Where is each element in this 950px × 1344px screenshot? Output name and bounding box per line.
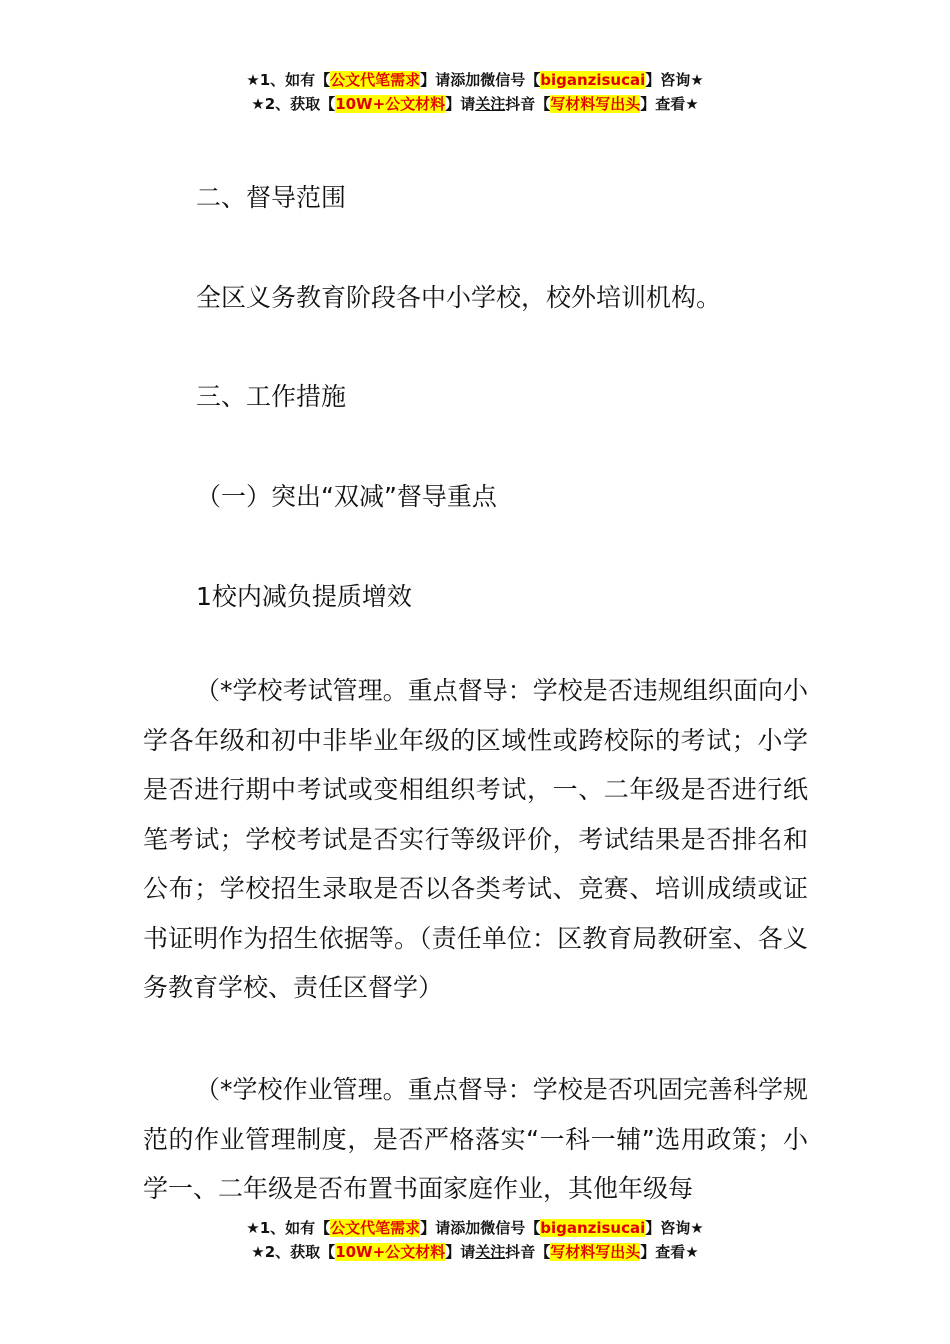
banner-highlight: 公文代笔需求 bbox=[330, 1219, 421, 1237]
banner-text: 抖音【 bbox=[505, 1243, 551, 1261]
banner-text: 】请添加微信号【 bbox=[420, 71, 541, 89]
banner-text: 】查看★ bbox=[640, 1243, 699, 1261]
banner-highlight: 10W+公文材料 bbox=[335, 1243, 446, 1261]
banner-text: ★2、获取【 bbox=[251, 1243, 336, 1261]
banner-underlined: 关注 bbox=[475, 1243, 506, 1261]
scope-paragraph: 全区义务教育阶段各中小学校，校外培训机构。 bbox=[196, 283, 722, 312]
item-heading: 1校内减负提质增效 bbox=[196, 582, 412, 611]
paragraph-exam-management: （*学校考试管理。重点督导：学校是否违规组织面向小学各年级和初中非毕业年级的区域性或跨校际的考试；小学是否进行期中考试或变相组织考试，一、二年级是否进行纸笔考试；学校考试是否实行等级评价，考试结果是否排名和公布；学校招生录取是否以各类考试、竞赛、培训成绩或证书证明作为招生依据等。（责任单位：区教育局教研室、各义务教育学校、责任区督学） bbox=[143, 676, 808, 1002]
banner-highlight: 写材料写出头 bbox=[550, 1243, 641, 1261]
banner-text: ★1、如有【 bbox=[246, 71, 331, 89]
section-heading-scope: 二、督导范围 bbox=[196, 183, 347, 212]
banner-highlight: 写材料写出头 bbox=[550, 95, 641, 113]
banner-underlined: 关注 bbox=[475, 95, 506, 113]
footer-banner bbox=[0, 1216, 950, 1264]
banner-highlight-wechat: biganzisucai bbox=[540, 1219, 646, 1237]
header-banner bbox=[0, 68, 950, 116]
banner-text: ★2、获取【 bbox=[251, 95, 336, 113]
banner-line-2 bbox=[0, 1240, 950, 1264]
banner-highlight-wechat: biganzisucai bbox=[540, 71, 646, 89]
banner-text: 】请 bbox=[445, 95, 476, 113]
banner-text: 】咨询★ bbox=[645, 71, 704, 89]
banner-text: 】咨询★ bbox=[645, 1219, 704, 1237]
section-heading-measures: 三、工作措施 bbox=[196, 382, 347, 411]
banner-line-1 bbox=[0, 1216, 950, 1240]
subsection-heading: （一）突出“双减”督导重点 bbox=[196, 482, 497, 511]
banner-highlight: 10W+公文材料 bbox=[335, 95, 446, 113]
banner-text: 抖音【 bbox=[505, 95, 551, 113]
banner-highlight: 公文代笔需求 bbox=[330, 71, 421, 89]
banner-text: ★1、如有【 bbox=[246, 1219, 331, 1237]
banner-line-1 bbox=[0, 68, 950, 92]
banner-text: 】请 bbox=[445, 1243, 476, 1261]
paragraph-homework-management: （*学校作业管理。重点督导：学校是否巩固完善科学规范的作业管理制度，是否严格落实“一科一辅”选用政策；小学一、二年级是否布置书面家庭作业，其他年级每 bbox=[143, 1075, 808, 1203]
banner-line-2 bbox=[0, 92, 950, 116]
banner-text: 】请添加微信号【 bbox=[420, 1219, 541, 1237]
banner-text: 】查看★ bbox=[640, 95, 699, 113]
